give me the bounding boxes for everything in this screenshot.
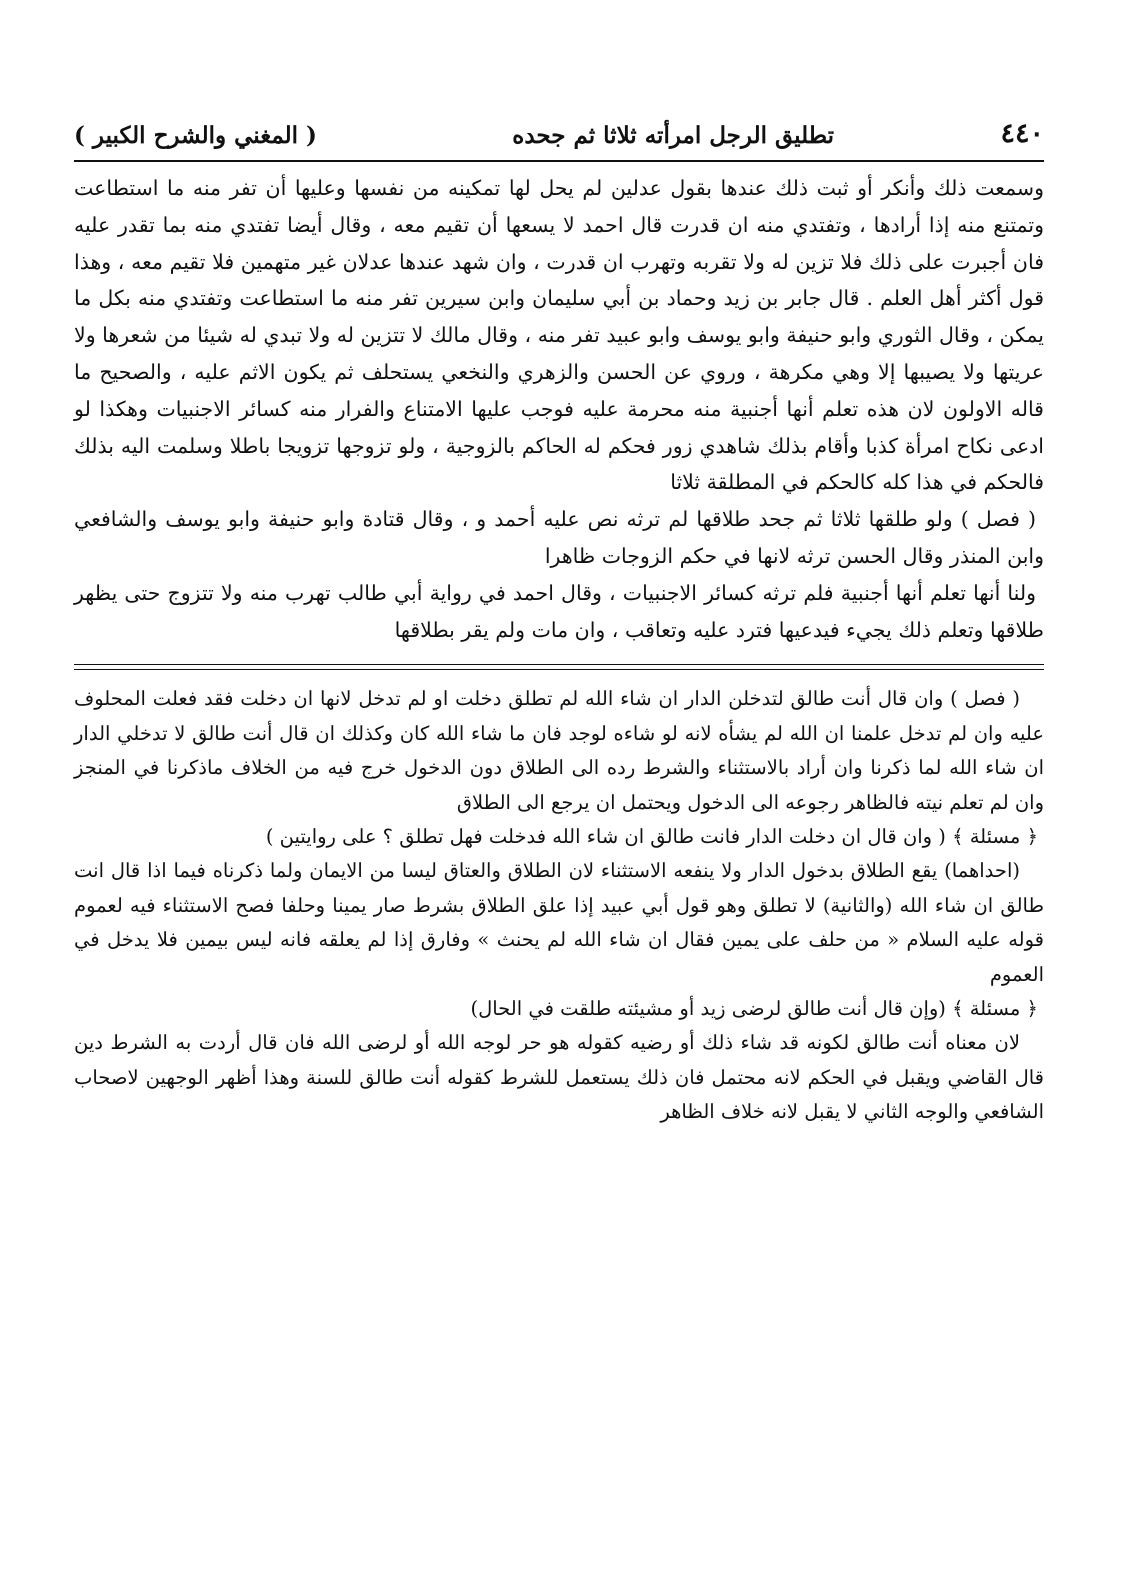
commentary-paragraph: ( فصل ) وان قال أنت طالق لتدخلن الدار ان شاء الله لم تطلق دخلت او لم تدخل لانها ان دخلت فقد فعلت المحلوف عليه وان لم تدخل علمنا ان الله لم يشأه لانه لو شاءه لوجد فان ما شاء الله كان وكذلك ان قال أنت طالق لا تدخلي الدار ان شاء الله لما ذكرنا وان أراد بالاستثناء والشرط رده الى الطلاق دون الدخول خرج فيه من الخلاف ماذكرنا في المنجز وان لم تعلم نيته فالظاهر رجوعه الى الدخول ويحتمل ان يرجع الى الطلاق: [74, 687, 1044, 814]
masala-heading: ﴿ مسئلة ﴾ ( وان قال ان دخلت الدار فانت طالق ان شاء الله فدخلت فهل تطلق ؟ على روايتين ): [265, 824, 1038, 848]
masala-heading: ﴿ مسئلة ﴾ (وإن قال أنت طالق لرضى زيد أو مشيئته طلقت في الحال): [470, 997, 1038, 1021]
section-divider: [74, 664, 1044, 670]
header-rule: [74, 160, 1044, 162]
page-number: ٤٤٠: [1000, 118, 1044, 149]
running-title: تطليق الرجل امرأته ثلاثا ثم جحده: [512, 122, 834, 149]
main-paragraph: وسمعت ذلك وأنكر أو ثبت ذلك عندها بقول عدلين لم يحل لها تمكينه من نفسها وعليها أن تفر منه ما استطاعت وتمتنع منه إذا أرادها ، وتفتدي منه ان قدرت قال احمد لا يسعها أن تقيم معه ، وقال أيضا تفتدي منه بما تقدر عليه فان أجبرت على ذلك فلا تزين له ولا تقربه وتهرب ان قدرت ، وان شهد عندها عدلان غير متهمين فلا تقيم معه ، وهذا قول أكثر أهل العلم . قال جابر بن زيد وحماد بن أبي سليمان وابن سيرين تفر منه ما استطاعت وتفتدي منه بكل ما يمكن ، وقال الثوري وابو حنيفة وابو يوسف وابو عبيد تفر منه ، وقال مالك لا تتزين له ولا تبدي له شيئا من شعرها ولا عريتها ولا يصيبها إلا وهي مكرهة ، وروي عن الحسن والزهري والنخعي يستحلف ثم يكون الاثم عليه ، والصحيح ما قاله الاولون لان هذه تعلم أنها أجنبية منه محرمة عليه فوجب عليها الامتناع والفرار منه كسائر الاجنبيات وهكذا لو ادعى نكاح امرأة كذبا وأقام بذلك شاهدي زور فحكم له الحاكم بالزوجية ، ولو تزوجها تزويجا باطلا وسلمت اليه بذلك فالحكم في هذا كله كالحكم في المطلقة ثلاثا: [74, 176, 1044, 495]
commentary-paragraph: (احداهما) يقع الطلاق بدخول الدار ولا ينفعه الاستثناء لان الطلاق والعتاق ليسا من الايمان ولما ذكرناه فيما اذا قال انت طالق ان شاء الله (والثانية) لا تطلق وهو قول أبي عبيد إذا علق الطلاق بشرط صار يمينا وحلفا فصح الاستثناء فيه لعموم قوله عليه السلام « من حلف على يمين فقال ان شاء الله لم يحنث » وفارق إذا لم يعلقه فانه ليس بيمين فلا يدخل في العموم: [74, 859, 1044, 986]
main-paragraph: ( فصل ) ولو طلقها ثلاثا ثم جحد طلاقها لم ترثه نص عليه أحمد و ، وقال قتادة وابو حنيفة وابو يوسف والشافعي وابن المنذر وقال الحسن ترثه لانها في حكم الزوجات ظاهرا: [74, 507, 1044, 568]
commentary-paragraph: لان معناه أنت طالق لكونه قد شاء ذلك أو رضيه كقوله هو حر لوجه الله أو لرضى الله فان قال أردت به الشرط دين قال القاضي ويقبل في الحكم لانه محتمل فان ذلك يستعمل للشرط كقوله أنت طالق للسنة وهذا أظهر الوجهين لاصحاب الشافعي والوجه الثاني لا يقبل لانه خلاف الظاهر: [74, 1031, 1044, 1124]
book-page: [74, 112, 1044, 1130]
book-title: ( المغني والشرح الكبير ): [74, 122, 317, 149]
main-text: [74, 170, 1044, 648]
commentary-text: [74, 682, 1044, 1129]
page-header: [74, 112, 1044, 156]
main-paragraph: ولنا أنها تعلم أنها أجنبية فلم ترثه كسائر الاجنبيات ، وقال احمد في رواية أبي طالب تهرب منه ولا تتزوج حتى يظهر طلاقها وتعلم ذلك يجيء فيدعيها فترد عليه وتعاقب ، وان مات ولم يقر بطلاقها: [74, 580, 1044, 642]
